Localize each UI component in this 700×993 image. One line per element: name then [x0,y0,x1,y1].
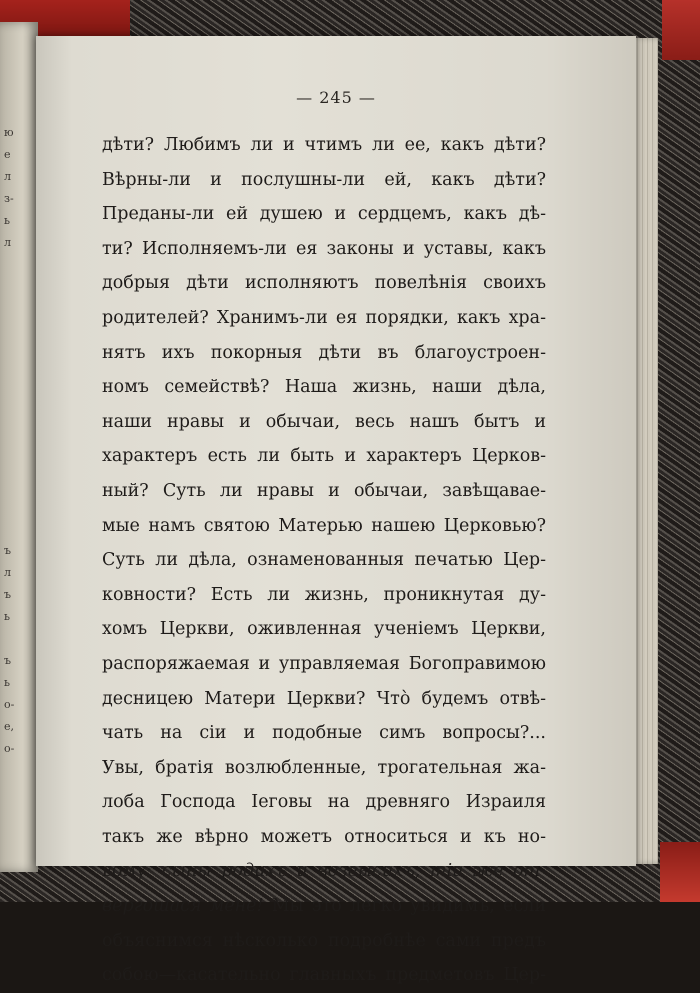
text-line: Преданы-ли ей душею и сердцемъ, какъ дѣ- [102,204,546,225]
previous-page-edge [0,22,38,872]
text-line: Увы, братія возлюбленные, трогательная жа- [102,757,546,778]
text-line: номъ семействѣ? Наша жизнь, наши дѣла, [102,377,546,398]
text-line: распоряжаемая и управляемая Богоправимою [102,653,546,674]
page-text-block [102,128,546,993]
text-line: добрыя дѣти исполняютъ повелѣнія своихъ [102,273,546,294]
text-line: родителей? Хранимъ-ли ея порядки, какъ хра- [102,307,546,328]
text-line: ти? Исполняемъ-ли ея законы и уставы, какъ [102,238,546,259]
text-line: дѣти? Любимъ ли и чтимъ ли ее, какъ дѣти? [102,135,546,155]
text-line: нятъ ихъ покорныя дѣти въ благоустроен- [102,342,546,363]
text-line: мые намъ святою Матерью нашею Церковью? [102,515,546,536]
italic-quote: сыны родихъ и возвысихъ, тіи же от- [161,861,546,882]
text-line: собою—касательно главныхъ предметовъ Цер- [102,965,546,986]
text-line: Вѣрны-ли и послушны-ли ей, какъ дѣти? [102,169,546,190]
text-line: чать на сіи и подобные симъ вопросы?... [102,723,546,744]
italic-quote: вергошася мене! [102,896,264,917]
text-line: Суть ли дѣла, ознаменованныя печатью Цер- [102,550,546,571]
text-line [102,854,546,889]
text-line: лоба Господа Іеговы на древняго Израиля [102,792,546,813]
book-page [36,36,636,986]
text-line: характеръ есть ли быть и характеръ Церков- [102,446,546,467]
text-run: вому: [102,861,162,882]
text-line: десницею Матери Церкви? Что̀ будемъ отвѣ- [102,688,546,709]
text-line: объяснимся нѣсколько подробнѣе сами предъ [102,930,546,951]
text-line: такъ же вѣрно можетъ относиться и къ но- [102,826,546,847]
text-line: наши нравы и обычаи, весь нашъ бытъ и [102,411,546,432]
text-line [102,889,546,924]
text-line: хомъ Церкви, оживленная ученіемъ Церкви, [102,619,546,640]
cover-corner-top-right [662,0,700,60]
page-number: — 245 — [296,88,376,107]
text-run: Мы это легко увидимъ, если [263,896,546,917]
previous-page-edge-text: ю е л з- ь л ъ л ъ ь ъ ь о- е, о- [4,126,15,755]
cover-corner-bottom-right [660,842,700,902]
text-line: ный? Суть ли нравы и обычаи, завѣщавае- [102,480,546,501]
text-line: ковности? Есть ли жизнь, проникнутая ду- [102,584,546,605]
